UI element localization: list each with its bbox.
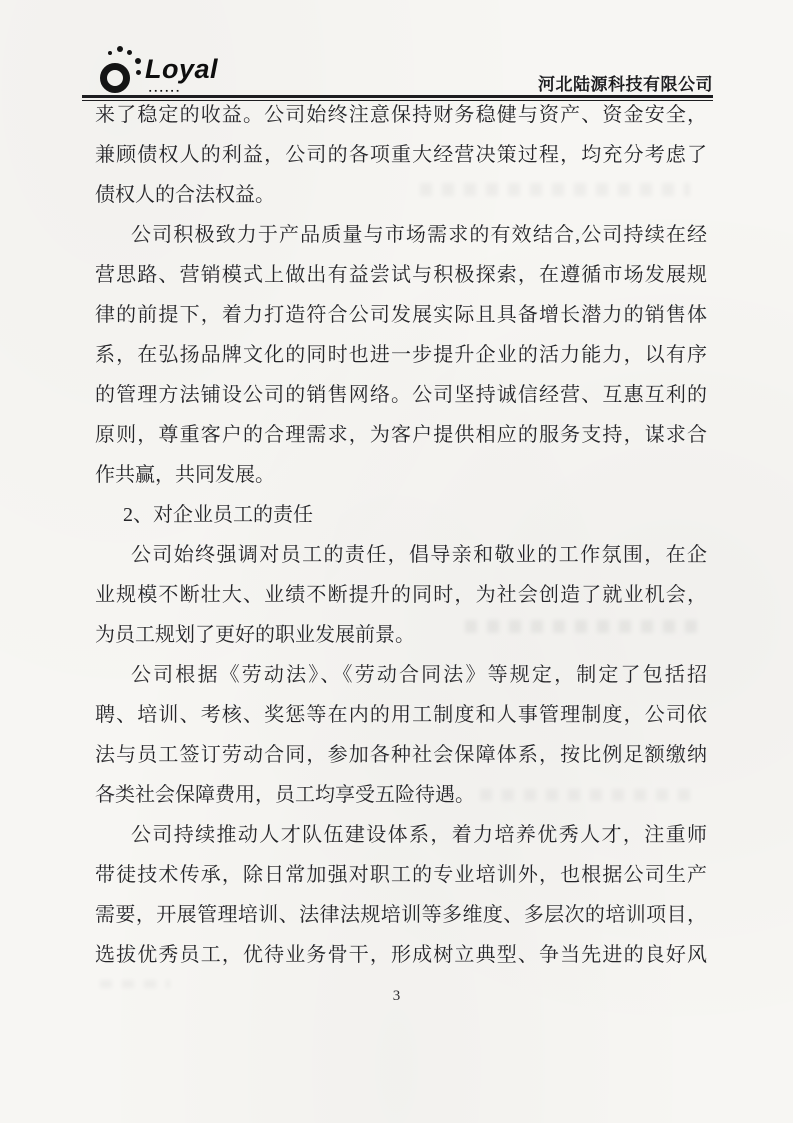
logo-sparkle-icon (136, 70, 141, 75)
text-line: 带徒技术传承，除日常加强对职工的专业培训外，也根据公司生产 (95, 864, 707, 886)
text-line: 公司始终强调对员工的责任，倡导亲和敬业的工作氛围，在企 (131, 544, 707, 566)
text-line: 各类社会保障费用，员工均享受五险待遇。 (95, 784, 475, 806)
text-line: 需要，开展管理培训、法律法规培训等多维度、多层次的培训项目， (95, 904, 707, 926)
text-line: 的管理方法铺设公司的销售网络。公司坚持诚信经营、互惠互利的 (95, 384, 707, 406)
logo-sparkle-icon (127, 50, 132, 55)
text-line: 业规模不断壮大、业绩不断提升的同时，为社会创造了就业机会， (95, 584, 707, 606)
logo-tagline: ▪▪▪▪▪▪ (149, 87, 182, 95)
text-line: 公司根据《劳动法》、《劳动合同法》等规定，制定了包括招 (131, 664, 707, 686)
text-line: 系，在弘扬品牌文化的同时也进一步提升企业的活力能力，以有序 (95, 344, 707, 366)
text-line: 公司积极致力于产品质量与市场需求的有效结合,公司持续在经 (131, 224, 707, 246)
text-line: 原则，尊重客户的合理需求，为客户提供相应的服务支持，谋求合 (95, 424, 707, 446)
text-line: 公司持续推动人才队伍建设体系，着力培养优秀人才，注重师 (131, 824, 707, 846)
text-line: 为员工规划了更好的职业发展前景。 (95, 624, 415, 646)
company-name: 河北陆源科技有限公司 (538, 75, 713, 94)
logo-sparkle-icon (108, 51, 112, 55)
logo-wordmark: Loyal (145, 54, 219, 84)
page-number: 3 (392, 988, 401, 1004)
text-line: 营思路、营销模式上做出有益尝试与积极探索，在遵循市场发展规 (95, 264, 707, 286)
text-line: 兼顾债权人的利益，公司的各项重大经营决策过程，均充分考虑了 (95, 144, 707, 166)
text-line: 法与员工签订劳动合同，参加各种社会保障体系，按比例足额缴纳 (95, 744, 707, 766)
text-line: 作共赢，共同发展。 (95, 464, 275, 486)
scan-artifact (100, 980, 170, 988)
text-line: 律的前提下，着力打造符合公司发展实际且具备增长潜力的销售体 (95, 304, 707, 326)
text-line: 选拔优秀员工，优待业务骨干，形成树立典型、争当先进的良好风 (95, 944, 707, 966)
logo-sparkle-icon (135, 58, 141, 64)
text-line: 来了稳定的收益。公司始终注意保持财务稳健与资产、资金安全， (95, 104, 707, 126)
text-line: 债权人的合法权益。 (95, 184, 275, 206)
logo-sparkle-icon (117, 46, 123, 52)
logo-ring-icon (100, 63, 130, 93)
document-body (95, 95, 707, 975)
company-logo (100, 48, 280, 98)
text-line: 聘、培训、考核、奖惩等在内的用工制度和人事管理制度，公司依 (95, 704, 707, 726)
section-heading: 2、对企业员工的责任 (123, 504, 313, 526)
